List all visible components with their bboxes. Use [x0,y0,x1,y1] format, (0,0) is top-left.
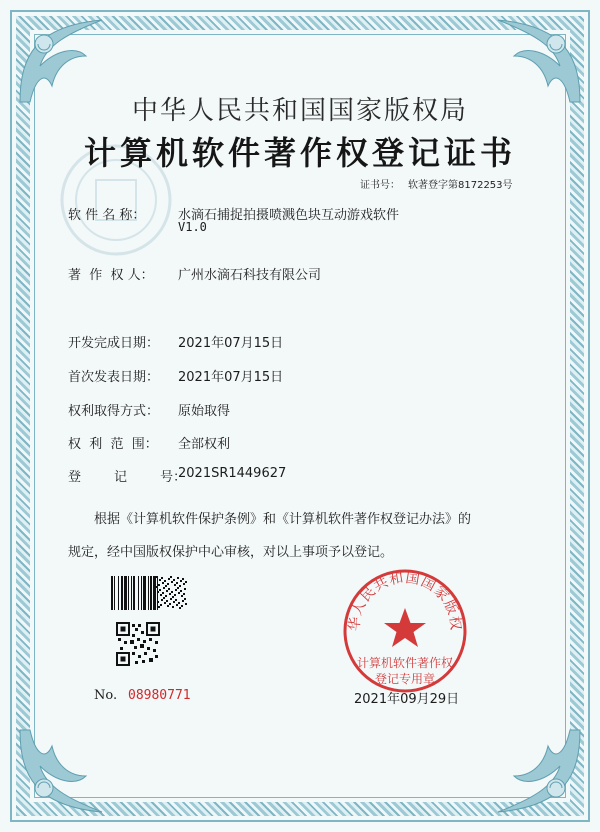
rights-scope-label: 权 利 范 围： [68,437,158,452]
corner-ornament-bottom-left [16,726,106,816]
completion-date-label: 开发完成日期： [68,336,160,351]
software-name-value: 水滴石捕捉拍摄喷溅色块互动游戏软件 [178,208,400,223]
software-version: V1.0 [178,220,207,234]
copyright-owner-value: 广州水滴石科技有限公司 [178,268,322,283]
certificate-number [360,176,513,191]
acquisition-method-value: 原始取得 [178,404,231,419]
issuing-authority: 中华人民共和国国家版权局 [131,96,468,126]
copyright-owner-label: 著 作 权 人： [68,268,154,283]
registration-number-label: 登 记 号： [68,470,187,485]
certificate-number-label: 证书号： [360,180,400,191]
certificate-title: 计算机软件著作权登记证书 [83,134,516,172]
seal-ring-text: 华人民共和国国家版权 [346,570,464,632]
certificate-number-value: 软著登字第8172253号 [408,180,513,191]
first-publication-date-label: 首次发表日期： [68,370,160,385]
corner-ornament-bottom-right [494,726,584,816]
serial-number-value: 08980771 [128,688,191,703]
serial-number-label: No. [94,688,118,703]
seal-text-line-2: 登记专用章 [374,672,435,686]
seal-text-line-1: 计算机软件著作权 [356,656,453,670]
completion-date-value: 2021年07月15日 [178,336,284,351]
qr-code [116,622,160,666]
software-name-label: 软 件 名 称： [68,208,146,223]
acquisition-method-label: 权利取得方式： [68,404,160,419]
registration-number-value: 2021SR1449627 [178,466,287,481]
statement-line-2: 规定，经中国版权保护中心审核，对以上事项予以登记。 [68,545,394,560]
rights-scope-value: 全部权利 [178,437,231,452]
first-publication-date-value: 2021年07月15日 [178,370,284,385]
statement-line-1: 根据《计算机软件保护条例》和《计算机软件著作权登记办法》的 [94,512,472,527]
barcode [110,576,188,610]
issue-date: 2021年09月29日 [354,692,460,707]
